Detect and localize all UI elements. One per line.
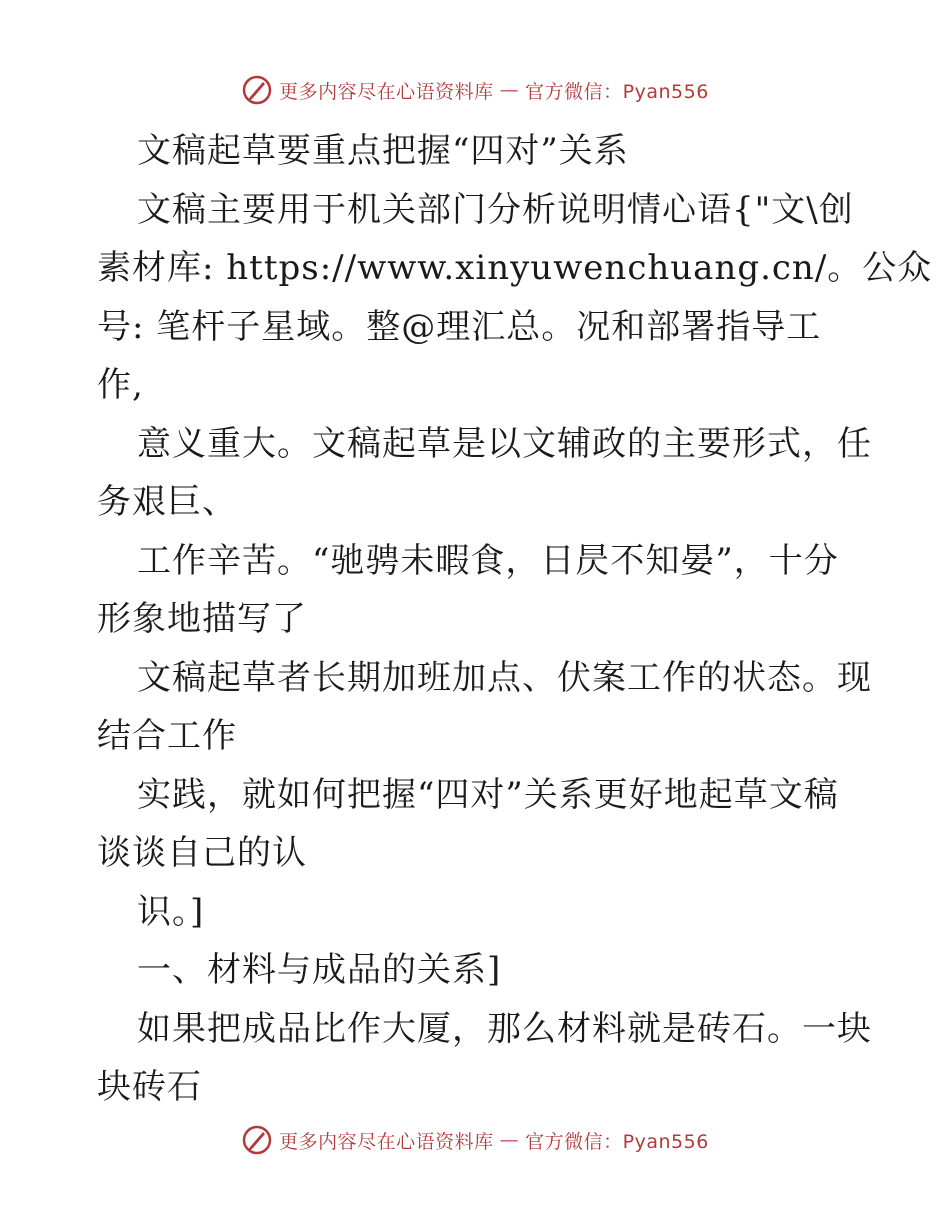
watermark-wechat-text: 官方微信：Pyan556 bbox=[525, 1130, 709, 1153]
footer-watermark bbox=[0, 1120, 950, 1160]
document-line: 块砖石 bbox=[97, 1067, 202, 1107]
document-body bbox=[97, 122, 933, 1117]
document-line: 识。] bbox=[137, 891, 205, 932]
document-line: 文稿起草要重点把握“四对”关系 bbox=[137, 131, 629, 171]
header-watermark bbox=[0, 70, 950, 110]
watermark-main-text: 更多内容尽在心语资料库 bbox=[279, 1130, 494, 1153]
document-line: 工作辛苦。“驰骋未暇食，日昃不知晏”，十分 bbox=[137, 540, 839, 581]
watermark-wechat-text: 官方微信：Pyan556 bbox=[525, 80, 709, 103]
quill-pen-icon bbox=[241, 74, 273, 106]
document-line: 号: 笔杆子星域。整@理汇总。况和部署指导工 bbox=[97, 306, 822, 347]
document-line: 形象地描写了 bbox=[97, 599, 307, 639]
document-line: 结合工作 bbox=[97, 716, 237, 756]
document-line: 一、材料与成品的关系] bbox=[137, 950, 502, 990]
watermark-dash: — bbox=[499, 1129, 520, 1151]
quill-pen-icon bbox=[241, 1124, 273, 1156]
document-line: 务艰巨、 bbox=[97, 482, 237, 522]
watermark-main-text: 更多内容尽在心语资料库 bbox=[279, 80, 494, 103]
document-line: 素材库: https://www.xinyuwenchuang.cn/。公众 bbox=[97, 248, 933, 288]
document-line: 作, bbox=[97, 365, 144, 405]
document-line: 意义重大。文稿起草是以文辅政的主要形式，任 bbox=[137, 423, 872, 464]
watermark-dash: — bbox=[499, 79, 520, 101]
document-line: 实践，就如何把握“四对”关系更好地起草文稿 bbox=[137, 774, 839, 815]
document-line: 文稿主要用于机关部门分析说明情心语{"文\创 bbox=[137, 189, 854, 230]
document-line: 如果把成品比作大厦，那么材料就是砖石。一块 bbox=[137, 1008, 872, 1049]
document-line: 文稿起草者长期加班加点、伏案工作的状态。现 bbox=[137, 657, 872, 698]
document-line: 谈谈自己的认 bbox=[97, 833, 307, 873]
